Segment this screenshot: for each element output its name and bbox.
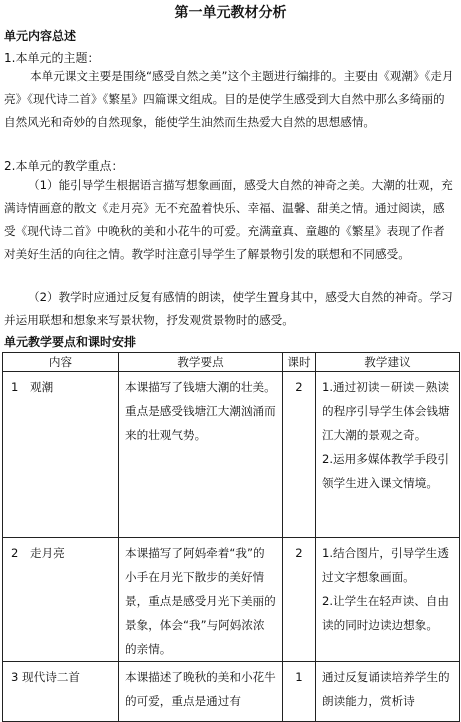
row-suggestions-cell — [316, 372, 460, 538]
column-header-content: 内容 — [3, 353, 119, 372]
row-hours-cell — [283, 662, 316, 722]
row-points-cell — [119, 662, 283, 722]
column-header-hours: 课时 — [283, 353, 316, 372]
suggestion-item: 2.让学生在轻声读、自由读的同时边读边想象。 — [322, 594, 449, 632]
row-hours-cell — [283, 372, 316, 538]
theme-paragraph — [4, 65, 456, 134]
row-content-cell — [3, 662, 119, 722]
row-content-cell — [3, 538, 119, 662]
column-header-suggestions: 教学建议 — [316, 353, 460, 372]
row-suggestions — [316, 538, 459, 637]
table-row — [3, 372, 460, 538]
row-suggestions — [316, 372, 459, 495]
row-points: 本课描写了阿妈牵着“我”的小手在月光下散步的美好情景，重点是感受月光下美丽的景象，体会“我”与阿妈浓浓的亲情。 — [125, 546, 276, 656]
row-hours-cell — [283, 538, 316, 662]
focus-paragraph-1 — [4, 174, 456, 266]
row-points: 本课描写了钱塘大潮的壮美。重点是感受钱塘江大潮汹涌而来的壮观气势。 — [125, 380, 276, 442]
plan-heading: 单元教学要点和课时安排 — [4, 335, 137, 349]
row-points-cell — [119, 538, 283, 662]
theme-text: 本单元课文主要是围绕“感受自然之美”这个主题进行编排的。主要由《观潮》《走月亮》《现代诗二首》《繁星》四篇课文组成。目的是使学生感受到大自然中那么多绮丽的自然风光和奇妙的自然现象，能使学生油然而生热爱大自然的思想感情。 — [4, 69, 454, 129]
focus-text-2: （2）教学时应通过反复有感情的朗读，使学生置身其中，感受大自然的神奇。学习并运用联想和想象来写景状物，抒发观赏景物时的感受。 — [4, 290, 453, 327]
suggestion-item: 2.运用多媒体教学手段引领学生进入课文情境。 — [322, 452, 449, 490]
lesson-plan-table — [2, 352, 460, 722]
row-content-cell — [3, 372, 119, 538]
focus-paragraph-2 — [4, 286, 456, 332]
document-title: 第一单元教材分析 — [174, 5, 287, 21]
row-content: 3 现代诗二首 — [11, 670, 81, 684]
row-points: 本课描述了晚秋的美和小花牛的可爱，重点是通过有 — [125, 670, 276, 708]
suggestion-item: 通过反复诵读培养学生的朗读能力，赏析诗 — [322, 670, 450, 708]
row-content: 1 观潮 — [11, 380, 54, 394]
row-hours: 2 — [295, 380, 303, 394]
theme-heading: 1.本单元的主题： — [4, 51, 100, 65]
focus-text-1: （1）能引导学生根据语言描写想象画面，感受大自然的神奇之美。大潮的壮观，充满诗情画意的散文《走月亮》无不充盈着快乐、幸福、温馨、甜美之情。通过阅读，感受《现代诗二首》中晚秋的美和小花牛的可爱。充满童真、童趣的《繁星》表现了作者对美好生活的向往之情。教学时注意引导学生了解景物引发的联想和不同感受。 — [4, 178, 453, 261]
row-hours: 2 — [295, 546, 303, 560]
row-suggestions-cell — [316, 662, 460, 722]
table-row — [3, 538, 460, 662]
row-content: 2 走月亮 — [11, 546, 65, 560]
focus-heading: 2.本单元的教学重点： — [4, 159, 124, 173]
table-header-row — [3, 353, 460, 372]
overview-heading: 单元内容总述 — [4, 29, 77, 43]
row-points-cell — [119, 372, 283, 538]
column-header-points: 教学要点 — [119, 353, 283, 372]
suggestion-item: 1.通过初读－研读－熟读的程序引导学生体会钱塘江大潮的景观之奇。 — [322, 380, 450, 442]
table-row — [3, 662, 460, 722]
row-hours: 1 — [295, 670, 303, 684]
suggestion-item: 1.结合图片，引导学生透过文字想象画面。 — [322, 546, 449, 584]
row-suggestions-cell — [316, 538, 460, 662]
row-suggestions — [316, 662, 459, 713]
